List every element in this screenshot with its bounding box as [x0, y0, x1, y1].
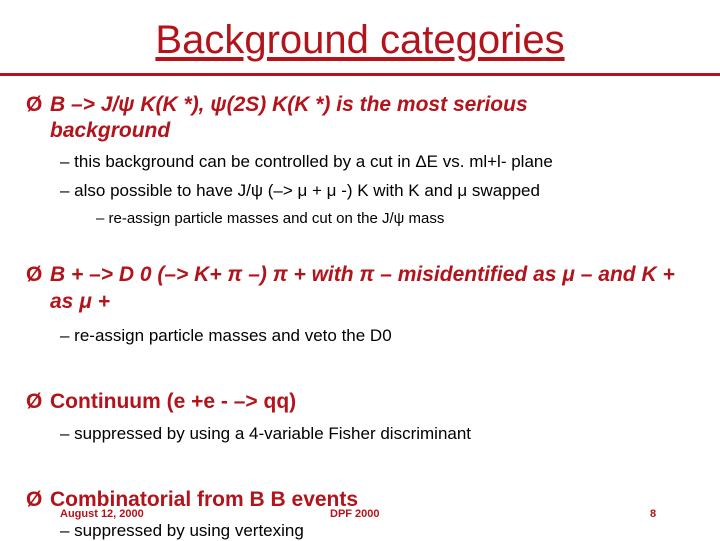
footer-conference: DPF 2000 [330, 508, 380, 520]
arrow-bullet-icon: Ø [26, 263, 43, 286]
bullet-3 [26, 390, 296, 414]
arrow-bullet-icon: Ø [26, 93, 43, 116]
sub-bullet-4: – suppressed by using a 4-variable Fisher discriminant [60, 424, 472, 443]
sub-bullet-5: – suppressed by using vertexing [60, 521, 304, 540]
sub-bullet-3: – re-assign particle masses and veto the D0 [60, 326, 392, 345]
bullet-2-line1: B + –> D 0 (–> K+ π –) π + with π – misidentified as μ – and K + [50, 263, 675, 286]
bullet-3-line1: Continuum (e +e - –> qq) [50, 390, 297, 413]
bullet-2-line2: as μ + [50, 290, 110, 313]
sub-bullet-1: – this background can be controlled by a cut in ΔE vs. ml+l- plane [60, 152, 553, 171]
bullet-1-line2: background [50, 119, 171, 142]
bullet-2 [26, 263, 675, 287]
arrow-bullet-icon: Ø [26, 390, 43, 413]
sub-sub-bullet-1: – re-assign particle masses and cut on the J/ψ mass [96, 210, 445, 227]
bullet-4-line1: Combinatorial from B B events [50, 488, 359, 511]
arrow-bullet-icon: Ø [26, 488, 43, 511]
page-number: 8 [650, 508, 657, 520]
title-divider [0, 73, 720, 76]
sub-bullet-2: – also possible to have J/ψ (–> μ + μ -) K with K and μ swapped [60, 181, 540, 200]
slide-title: Background categories [155, 18, 565, 62]
footer-date: August 12, 2000 [60, 508, 144, 520]
bullet-1-line1: B –> J/ψ K(K *), ψ(2S) K(K *) is the most serious [50, 93, 528, 116]
bullet-1 [26, 93, 528, 117]
